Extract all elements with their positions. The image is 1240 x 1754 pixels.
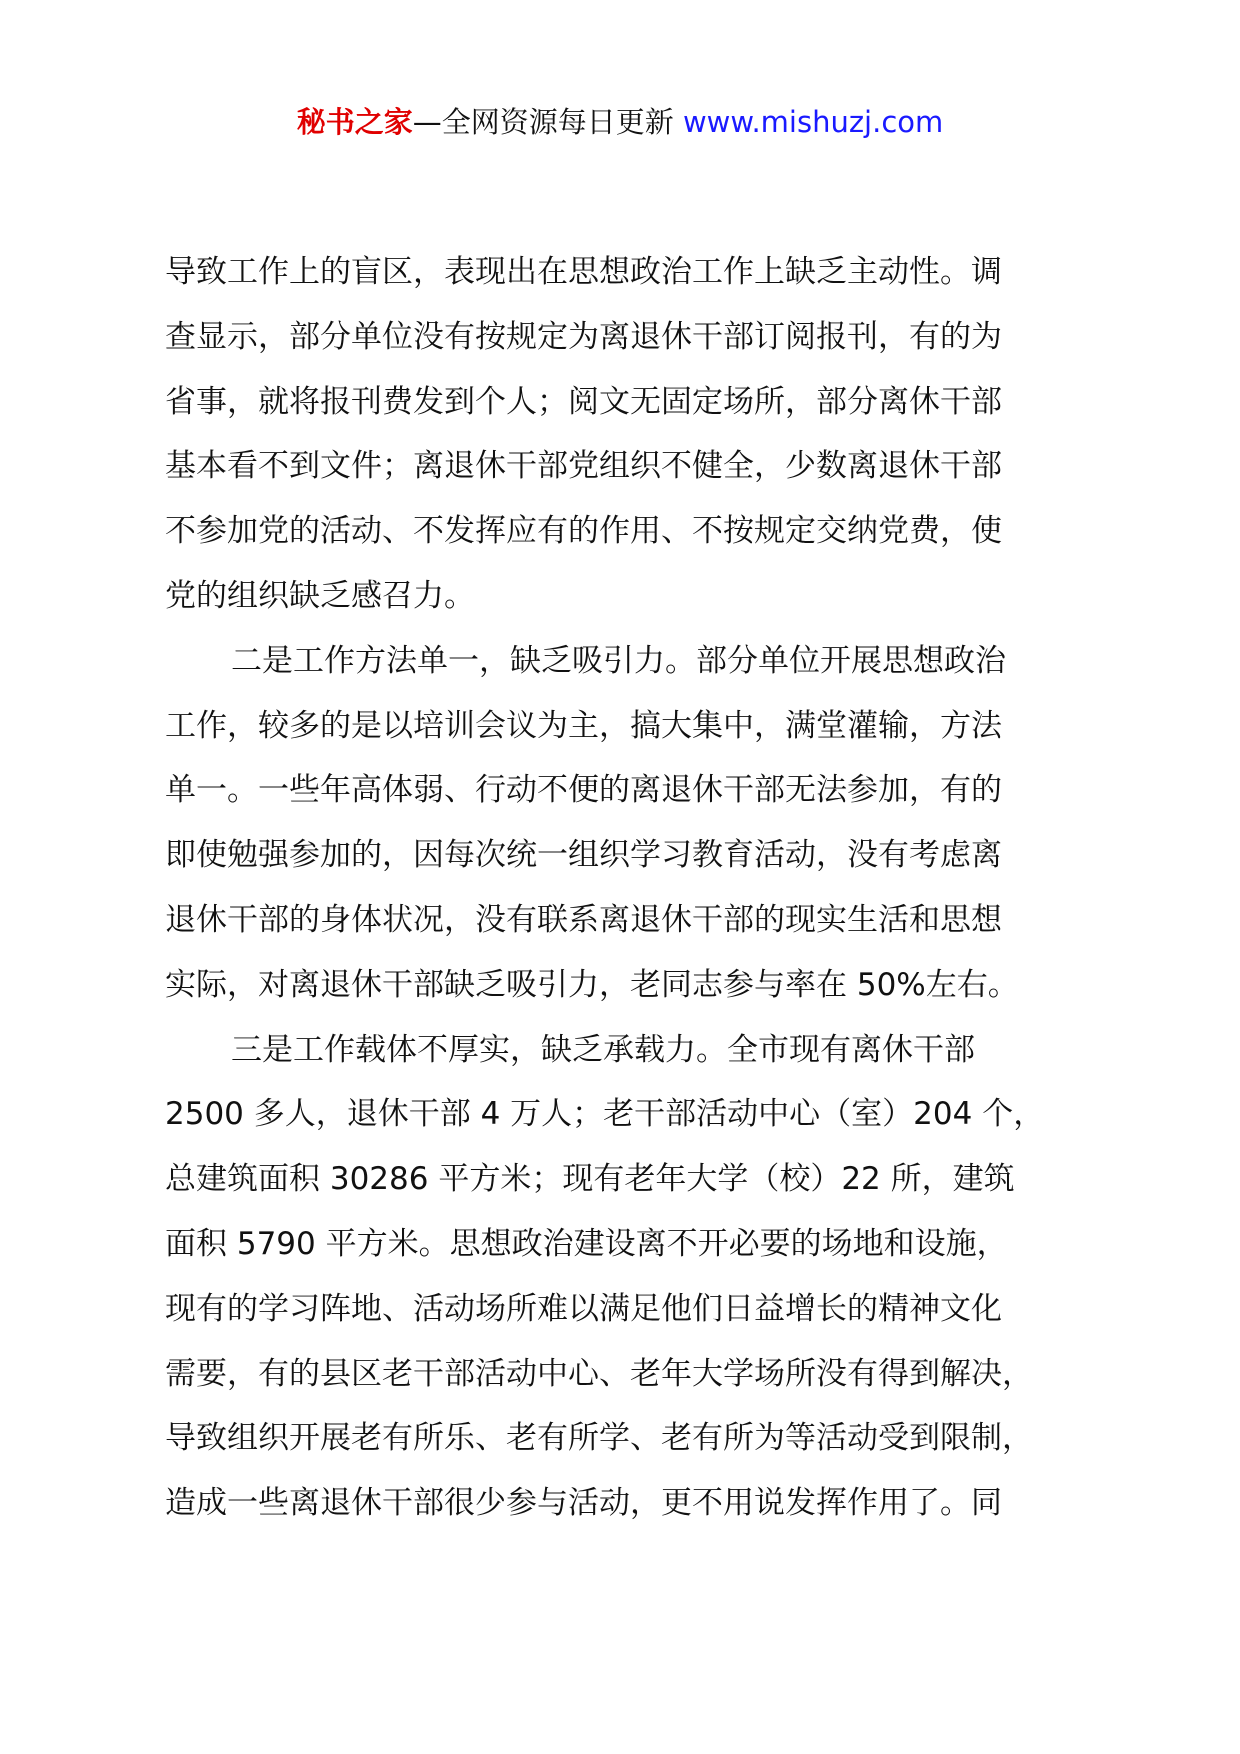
page-header [0,100,1240,144]
text-line: 退休干部的身体状况，没有联系离退休干部的现实生活和思想 [165,901,1002,938]
text-line: 工作，较多的是以培训会议为主，搞大集中，满堂灌输，方法 [165,707,1002,744]
text-line: 导致组织开展老有所乐、老有所学、老有所为等活动受到限制， [165,1420,1033,1457]
text-line: 造成一些离退休干部很少参与活动，更不用说发挥作用了。同 [165,1485,1002,1522]
text-line: 现有的学习阵地、活动场所难以满足他们日益增长的精神文化 [165,1290,1002,1327]
document-body [165,240,1125,1536]
header-brand: 秘书之家 [296,105,413,139]
text-line: 实际，对离退休干部缺乏吸引力，老同志参与率在 50%左右。 [165,966,1019,1003]
text-line: 导致工作上的盲区，表现出在思想政治工作上缺乏主动性。调 [165,254,1002,290]
text-line: 2500 多人，退休干部 4 万人；老干部活动中心（室）204 个， [165,1096,1045,1133]
text-line: 查显示，部分单位没有按规定为离退休干部订阅报刊，有的为 [165,318,1002,355]
text-line: 总建筑面积 30286 平方米；现有老年大学（校）22 所，建筑 [165,1161,1015,1198]
header-site-link[interactable]: www.mishuzj.com [682,105,944,139]
paragraph-start-line: 三是工作载体不厚实，缺乏承载力。全市现有离休干部 [231,1031,975,1068]
text-line: 单一。一些年高体弱、行动不便的离退休干部无法参加，有的 [165,772,1002,809]
text-line: 党的组织缺乏感召力。 [165,577,475,614]
paragraph-start-line: 二是工作方法单一，缺乏吸引力。部分单位开展思想政治 [231,642,1006,679]
text-line: 面积 5790 平方米。思想政治建设离不开必要的场地和设施， [165,1225,1008,1262]
text-line: 不参加党的活动、不发挥应有的作用、不按规定交纳党费，使 [165,513,1002,550]
text-line: 基本看不到文件；离退休干部党组织不健全，少数离退休干部 [165,448,1002,485]
text-line: 需要，有的县区老干部活动中心、老年大学场所没有得到解决， [165,1355,1033,1392]
header-tagline: —全网资源每日更新 [412,105,674,139]
text-line: 即使勉强参加的，因每次统一组织学习教育活动，没有考虑离 [165,837,1002,874]
text-line: 省事，就将报刊费发到个人；阅文无固定场所，部分离休干部 [165,383,1002,420]
